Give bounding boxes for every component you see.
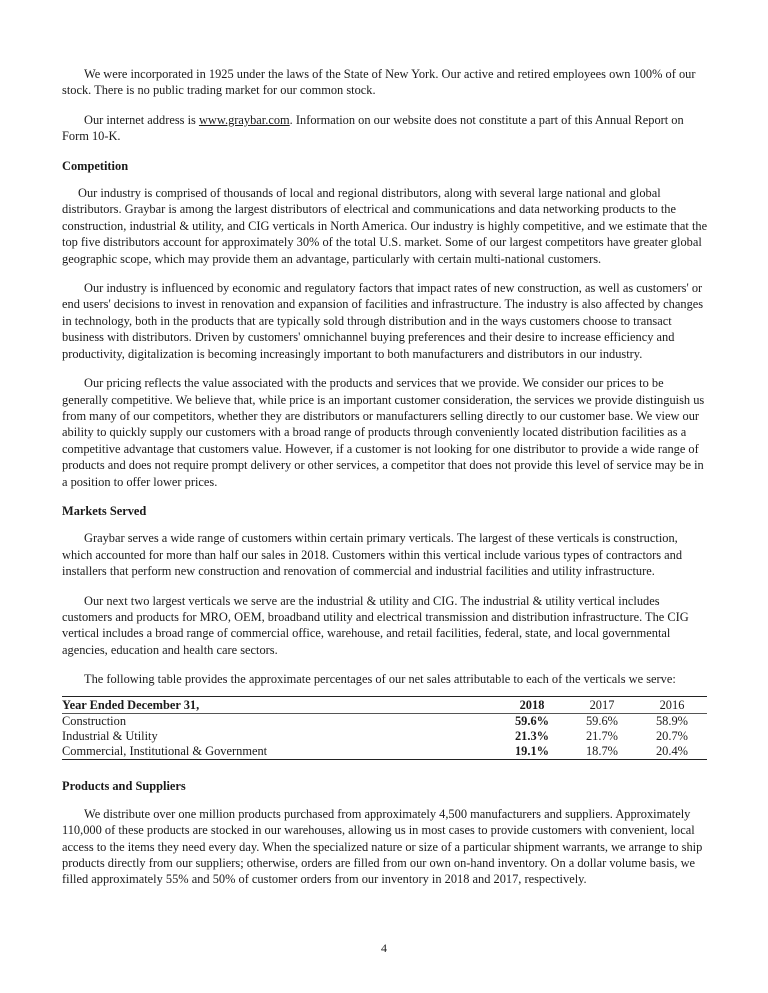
row-label: Industrial & Utility [62, 729, 158, 743]
internet-address-text-before: Our internet address is [84, 112, 199, 127]
markets-paragraph-1: Graybar serves a wide range of customers within certain primary verticals. The largest of these verticals is construction, which accounted for more than half our sales in 2018. Customers within this vertical include various types of contractors and installers that perform new construction and renovation of commercial and industrial facilities and utility infrastructure. [62, 531, 683, 579]
products-paragraph-1: We distribute over one million products purchased from approximately 4,500 manufacturers and suppliers. Approximately 110,000 of these products are stocked in our warehouses, allowing us in most cases to provide customers with convenient, local access to the items they need every day. When the specialized nature or size of a particular shipment warrants, we arrange to ship products directly from our suppliers; otherwise, orders are filled from our own on-hand inventory. On a dollar volume basis, we filled approximately 55% and 50% of customer orders from our inventory in 2018 and 2017, respectively. [62, 806, 703, 887]
table-header-row [62, 696, 707, 713]
cell-2016: 58.9% [655, 713, 688, 728]
cell-2017: 21.7% [585, 729, 618, 743]
cell-2017: 59.6% [585, 713, 618, 728]
markets-paragraph-2: Our next two largest verticals we serve are the industrial & utility and CIG. The industrial & utility vertical includes customers and products for MRO, OEM, broadband utility and electrical transmission and distribution infrastructure. The CIG vertical includes a broad range of commercial office, warehouse, and retail facilities, federal, state, and local governmental agencies, education and health care sectors. [62, 593, 689, 657]
header-year-ended: Year Ended December 31, [62, 696, 497, 713]
header-2017: 2017 [567, 696, 637, 713]
cell-2017: 18.7% [567, 744, 637, 760]
internet-address-paragraph [62, 112, 708, 145]
cell-2018: 19.1% [497, 744, 567, 760]
document-page [62, 66, 708, 888]
competition-paragraph-2: Our industry is influenced by economic and regulatory factors that impact rates of new construction, as well as customers' or end users' decisions to invest in renovation and expansion of facilities and infrastructure. The industry is also affected by changes in technology, both in the products that are typically sold through distribution and in the ways customers choose to transact business with distributors. Driven by customers' omnichannel buying preferences and their desire to increase efficiency and productivity, digitalization is becoming increasingly important to both manufacturers and distributors in our industry. [62, 281, 704, 361]
cell-2018: 21.3% [514, 729, 550, 743]
competition-paragraph-3: Our pricing reflects the value associated with the products and services that we provide. We consider our prices to be generally competitive. We believe that, while price is an important customer consideration, the services we provide distinguish us from many of our competitors, whether they are distributors or manufacturers selling directly to our customer base. We view our ability to quickly supply our customers with a broad range of products through conveniently located distribution facilities as a competitive advantage that customers value. However, if a customer is not looking for one distributor to provide a wide range of products and does not require prompt delivery or other services, a competitor that does not provide this level of service may be in a position to offer lower prices. [62, 376, 705, 489]
table-row [62, 729, 707, 744]
table-row [62, 713, 707, 729]
cell-2016: 20.7% [655, 729, 688, 743]
page-number: 4 [381, 941, 387, 955]
products-suppliers-heading: Products and Suppliers [62, 779, 186, 794]
table-intro-paragraph: The following table provides the approximate percentages of our net sales attributable to each of the verticals we serve: [84, 672, 676, 687]
cell-2016: 20.4% [637, 744, 707, 760]
website-link[interactable]: www.graybar.com [198, 112, 290, 127]
cell-2018: 59.6% [514, 713, 550, 728]
markets-served-heading: Markets Served [62, 503, 147, 518]
row-label: Commercial, Institutional & Government [62, 744, 497, 760]
incorporation-paragraph: We were incorporated in 1925 under the laws of the State of New York. Our active and retired employees own 100% of our stock. There is no public trading market for our common stock. [62, 67, 696, 98]
header-2016: 2016 [637, 696, 707, 713]
table-row [62, 744, 707, 760]
competition-paragraph-1: Our industry is comprised of thousands of local and regional distributors, along with several large national and global distributors. Graybar is among the largest distributors of electrical and communications and data networking products to the construction, industrial & utility, and CIG verticals in North America. Our industry is highly competitive, and we estimate that the top five distributors account for approximately 30% of the total U.S. market. Some of our largest competitors have greater global geographic scope, which may provide them an advantage, particularly with certain multi-national customers. [62, 186, 708, 266]
internet-address-text-after: . Information on our website does not constitute a part of this Annual Report on Form 10-K. [62, 112, 684, 144]
net-sales-by-vertical-table [62, 696, 707, 761]
competition-heading: Competition [62, 158, 129, 173]
header-2018: 2018 [497, 696, 567, 713]
row-label: Construction [62, 713, 127, 728]
